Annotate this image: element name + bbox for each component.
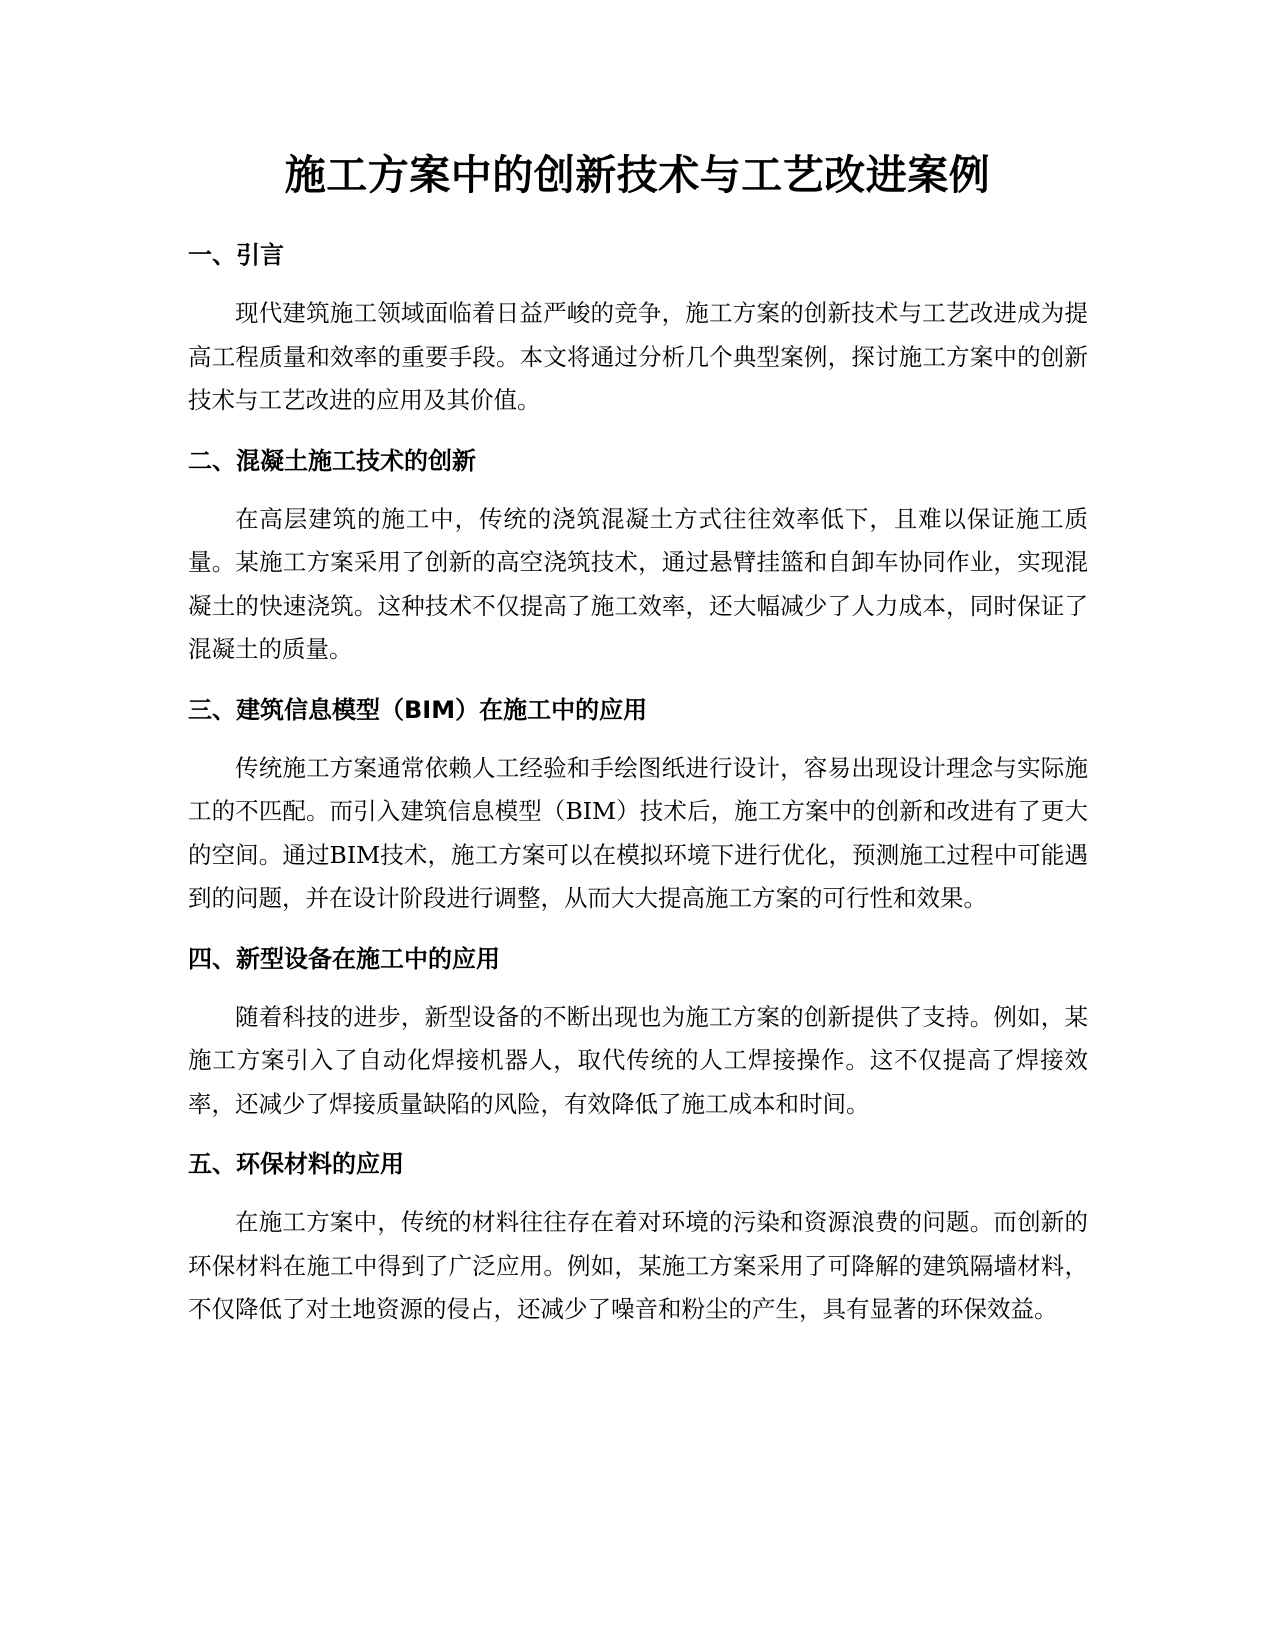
section-paragraph: 传统施工方案通常依赖人工经验和手绘图纸进行设计，容易出现设计理念与实际施工的不匹配。而引入建筑信息模型（BIM）技术后，施工方案中的创新和改进有了更大的空间。通过BIM技术，施工方案可以在模拟环境下进行优化，预测施工过程中可能遇到的问题，并在设计阶段进行调整，从而大大提高施工方案的可行性和效果。: [188, 753, 1088, 912]
document-title: 施工方案中的创新技术与工艺改进案例: [284, 151, 991, 199]
document-body: [188, 238, 1088, 1353]
section-heading: 四、新型设备在施工中的应用: [188, 944, 500, 973]
section-introduction: [188, 238, 1088, 423]
section-paragraph: 在施工方案中，传统的材料往往存在着对环境的污染和资源浪费的问题。而创新的环保材料在施工中得到了广泛应用。例如，某施工方案采用了可降解的建筑隔墙材料，不仅降低了对土地资源的侵占，还减少了噪音和粉尘的产生，具有显著的环保效益。: [188, 1208, 1088, 1323]
section-paragraph: 在高层建筑的施工中，传统的浇筑混凝土方式往往效率低下，且难以保证施工质量。某施工方案采用了创新的高空浇筑技术，通过悬臂挂篮和自卸车协同作业，实现混凝土的快速浇筑。这种技术不仅提高了施工效率，还大幅减少了人力成本，同时保证了混凝土的质量。: [188, 504, 1088, 663]
section-heading: 五、环保材料的应用: [188, 1150, 404, 1178]
section-bim-application: [188, 693, 1088, 921]
section-paragraph: 现代建筑施工领域面临着日益严峻的竞争，施工方案的创新技术与工艺改进成为提高工程质量和效率的重要手段。本文将通过分析几个典型案例，探讨施工方案中的创新技术与工艺改进的应用及其价值。: [188, 299, 1088, 414]
section-heading: 二、混凝土施工技术的创新: [188, 446, 476, 475]
section-concrete-innovation: [188, 444, 1088, 672]
section-paragraph: 随着科技的进步，新型设备的不断出现也为施工方案的创新提供了支持。例如，某施工方案引入了自动化焊接机器人，取代传统的人工焊接操作。这不仅提高了焊接效率，还减少了焊接质量缺陷的风险，有效降低了施工成本和时间。: [188, 1002, 1088, 1118]
section-heading: 三、建筑信息模型（BIM）在施工中的应用: [188, 695, 648, 724]
section-eco-materials: [188, 1147, 1088, 1332]
section-heading: 一、引言: [188, 241, 284, 269]
section-new-equipment: [188, 942, 1088, 1127]
